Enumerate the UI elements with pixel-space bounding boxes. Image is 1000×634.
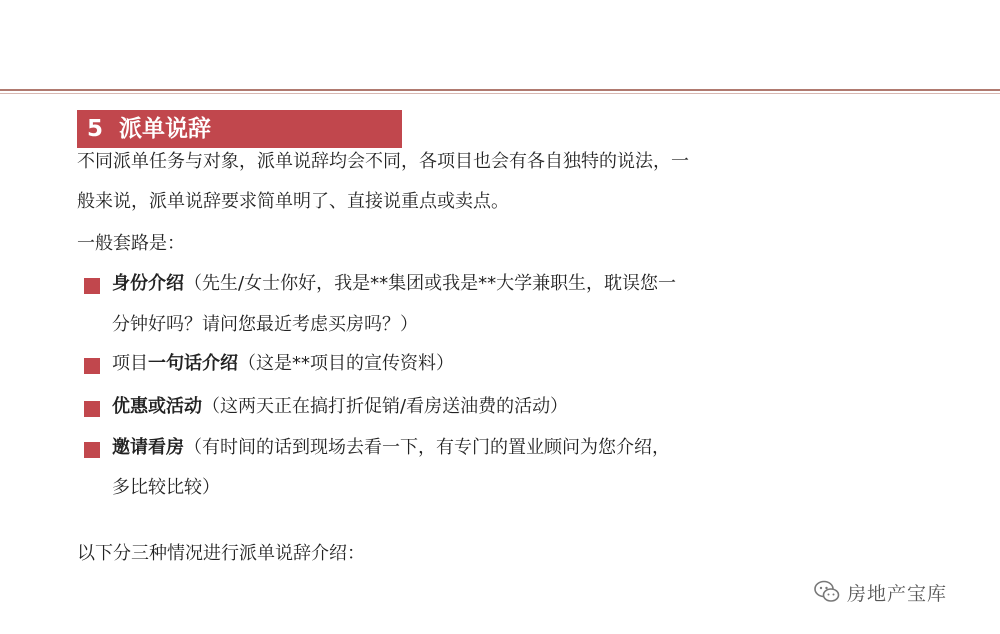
intro-line-1: 不同派单任务与对象，派单说辞均会不同，各项目也会有各自独特的说法，一 [77, 151, 689, 172]
top-divider [0, 89, 1000, 91]
list-item-identity [112, 272, 676, 296]
routine-label: 一般套路是： [77, 233, 185, 254]
item-bold-label: 优惠或活动 [112, 396, 202, 417]
bullet-square [84, 442, 100, 458]
closing-line: 以下分三种情况进行派单说辞介绍： [77, 543, 365, 564]
section-number: 5 [87, 116, 104, 142]
wechat-icon [813, 578, 841, 606]
watermark [813, 577, 947, 607]
bullet-square [84, 358, 100, 374]
section-title: 派单说辞 [119, 116, 212, 142]
bullet-square [84, 401, 100, 417]
item-bold-label: 身份介绍 [112, 273, 184, 294]
section-heading [87, 112, 211, 146]
list-item-invite-viewing-continued: 多比较比较） [112, 477, 220, 498]
item-bold-label: 一句话介绍 [148, 353, 238, 374]
bullet-square [84, 278, 100, 294]
list-item-one-sentence-intro [112, 352, 454, 376]
list-item-promotion [112, 395, 568, 419]
item-bold-label: 邀请看房 [112, 437, 184, 458]
intro-line-2: 般来说，派单说辞要求简单明了、直接说重点或卖点。 [77, 191, 509, 212]
list-item-identity-continued: 分钟好吗？请问您最近考虑买房吗？） [112, 314, 418, 335]
item-prefix: 项目 [112, 353, 148, 374]
item-detail: （这是**项目的宣传资料） [238, 353, 454, 374]
item-detail: （这两天正在搞打折促销/看房送油费的活动） [202, 396, 569, 417]
item-detail: （有时间的话到现场去看一下，有专门的置业顾问为您介绍， [184, 437, 670, 458]
item-detail: （先生/女士你好，我是**集团或我是**大学兼职生，耽误您一 [184, 273, 677, 294]
watermark-text: 房地产宝库 [847, 582, 948, 605]
list-item-invite-viewing [112, 436, 670, 460]
top-divider-thin [0, 93, 1000, 94]
